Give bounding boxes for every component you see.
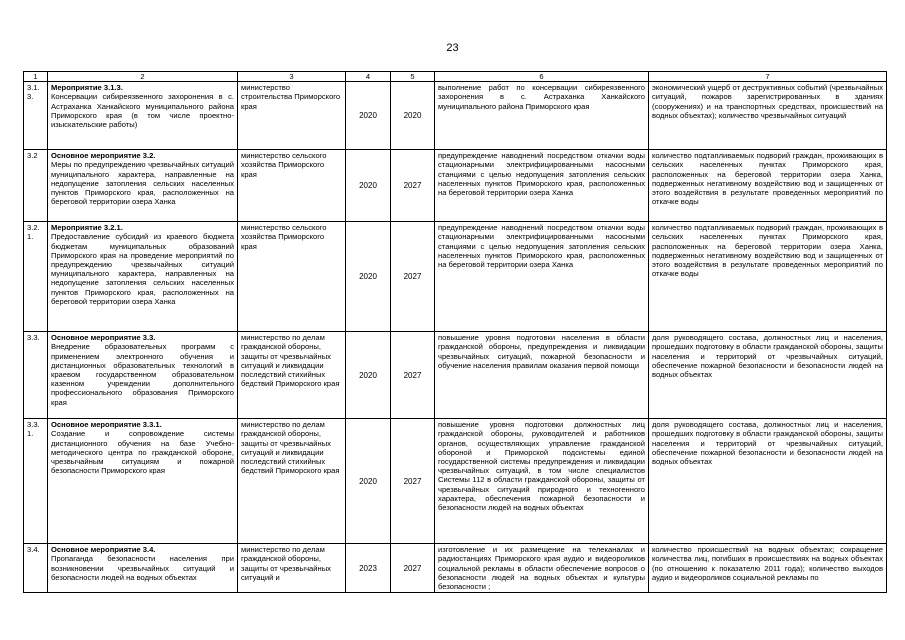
start-year: 2020 (346, 150, 391, 222)
indicator-cell: количество подтапливаемых подворий граждан, проживающих в сельских населенных пунктах Приморского края, расположенных на береговой территории озера Ханка, подверженных негативному воздействию вод и защищенных от этого воздействия в результате проведенных мероприятий по откачке воды (649, 150, 887, 222)
measure-cell (48, 82, 238, 150)
end-year: 2027 (391, 222, 435, 332)
table-row (24, 332, 887, 419)
result-cell: повышение уровня подготовки должностных лиц гражданской обороны, руководителей и работников органов, осуществляющих управление гражданской обороной и Приморской подсистемы единой государственной системы предупреждения и ликвидации чрезвычайных ситуаций, в том числе специалистов Системы 112 в области гражданской обороны, защиты от чрезвычайных ситуаций природного и техногенного характера, обеспечения пожарной безопасности и безопасности людей на водных объектах (435, 419, 649, 544)
executor-cell: министерство строительства Приморского края (238, 82, 346, 150)
measure-cell (48, 419, 238, 544)
row-number-text: 3.2. 1. (27, 223, 40, 242)
header-cell: 5 (391, 72, 435, 82)
end-year: 2020 (391, 82, 435, 150)
indicator-cell: экономический ущерб от деструктивных событий (чрезвычайных ситуаций, пожаров зарегистрированных в зданиях (сооружениях) и на транспортных средствах, происшествий на водных объектах); количество чрезвычайных ситуаций (649, 82, 887, 150)
measure-title: Основное мероприятие 3.3. (51, 333, 156, 343)
measure-title: Мероприятие 3.1.3. (51, 83, 123, 93)
end-year: 2027 (391, 332, 435, 419)
indicator-cell: доля руководящего состава, должностных лиц и населения, прошедших подготовку в области гражданской обороны, защиты населения и территорий от чрезвычайных ситуаций, обеспечение пожарной безопасности и безопасности людей на водных объектах (649, 332, 887, 419)
measure-title: Мероприятие 3.2.1. (51, 223, 123, 233)
result-cell: повышение уровня подготовки населения в области гражданской обороны, предупреждения и ликвидации чрезвычайных ситуаций, пожарной безопасности и обучение населения правилам оказания первой помощи (435, 332, 649, 419)
header-cell: 3 (238, 72, 346, 82)
start-year: 2023 (346, 544, 391, 593)
header-cell: 1 (24, 72, 48, 82)
measure-description: Пропаганда безопасности населения при возникновении чрезвычайных ситуаций и безопасности людей на водных объектах (51, 554, 234, 582)
indicator-cell: количество происшествий на водных объектах; сокращение количества лиц, погибших в происшествиях на водных объектах (по отношению к показателю 2011 года); количество выходов аудио и видеороликов социальной рекламы по (649, 544, 887, 593)
measure-title: Основное мероприятие 3.4. (51, 545, 156, 555)
header-cell: 4 (346, 72, 391, 82)
row-number (24, 332, 48, 419)
row-number (24, 544, 48, 593)
end-year: 2027 (391, 544, 435, 593)
row-number-text: 3.2 (27, 151, 38, 161)
indicator-cell: количество подтапливаемых подворий граждан, проживающих в сельских населенных пунктах Приморского края, расположенных на береговой территории озера Ханка, подверженных негативному воздействию вод и защищенных от этого воздействия в результате проведенных мероприятий по откачке воды (649, 222, 887, 332)
measure-cell (48, 544, 238, 593)
measure-cell (48, 332, 238, 419)
start-year: 2020 (346, 222, 391, 332)
measure-description: Предоставление субсидий из краевого бюджета бюджетам муниципальных образований Приморского края на проведение мероприятий по предупреждению чрезвычайных ситуаций муниципального характера, направленных на недопущение затопления сельских населенных пунктов Приморского края, расположенных на береговой территории озера Ханка (51, 232, 234, 306)
header-cell: 2 (48, 72, 238, 82)
result-cell: предупреждение наводнений посредством откачки воды стационарными электрифицированными насосными станциями с целью недопущения затопления сельских населенных пунктов Приморского края, расположенных на береговой территории озера Ханка (435, 150, 649, 222)
start-year: 2020 (346, 82, 391, 150)
header-row (24, 72, 887, 82)
row-number (24, 222, 48, 332)
table-row (24, 544, 887, 593)
table-row (24, 222, 887, 332)
measure-cell (48, 150, 238, 222)
end-year: 2027 (391, 419, 435, 544)
executor-cell: министерство по делам гражданской обороны, защиты от чрезвычайных ситуаций и (238, 544, 346, 593)
measure-title: Основное мероприятие 3.2. (51, 151, 156, 161)
program-table (23, 71, 887, 593)
executor-cell: министерство сельского хозяйства Приморского края (238, 222, 346, 332)
table-row (24, 419, 887, 544)
executor-cell: министерство по делам гражданской обороны, защиты от чрезвычайных ситуаций и ликвидации последствий стихийных бедствий Приморского края (238, 419, 346, 544)
row-number-text: 3.3. 1. (27, 420, 40, 439)
start-year: 2020 (346, 419, 391, 544)
page-number: 23 (446, 42, 459, 54)
row-number-text: 3.4. (27, 545, 40, 555)
row-number (24, 419, 48, 544)
executor-cell: министерство сельского хозяйства Приморского края (238, 150, 346, 222)
result-cell: выполнение работ по консервации сибиреязвенного захоронения в с. Астраханка Ханкайского муниципального района Приморского края (435, 82, 649, 150)
row-number-text: 3.1. 3. (27, 83, 40, 102)
result-cell: изготовление и их размещение на телеканалах и радиостанциях Приморского края аудио и видеороликов социальной рекламы в области обеспечение вопросов о безопасности людей на водных объектах и культуры безопасности ; (435, 544, 649, 593)
measure-description: Создание и сопровождение системы дистанционного обучения на базе Учебно-методического центра по гражданской обороне, чрезвычайным ситуациям и пожарной безопасности Приморского края (51, 429, 234, 476)
header-cell: 7 (649, 72, 887, 82)
table-row (24, 82, 887, 150)
measure-description: Консервации сибиреязвенного захоронения в с. Астраханка Ханкайского муниципального района Приморского края (в том числе проектно-изыскательские работы) (51, 92, 234, 130)
executor-cell: министерство по делам гражданской обороны, защиты от чрезвычайных ситуаций и ликвидации последствий стихийных бедствий Приморского края (238, 332, 346, 419)
measure-title: Основное мероприятие 3.3.1. (51, 420, 162, 430)
header-cell: 6 (435, 72, 649, 82)
row-number (24, 150, 48, 222)
table-row (24, 150, 887, 222)
measure-description: Внедрение образовательных программ с применением электронного обучения и дистанционных образовательных технологий в краевом государственном образовательном казенном учреждении дополнительного профессионального образования Приморского края (51, 342, 234, 407)
start-year: 2020 (346, 332, 391, 419)
measure-description: Меры по предупреждению чрезвычайных ситуаций муниципального характера, направленные на недопущение затопления сельских населенных пунктов Приморского края, расположенных на береговой территории озера Ханка (51, 160, 234, 207)
measure-cell (48, 222, 238, 332)
end-year: 2027 (391, 150, 435, 222)
result-cell: предупреждение наводнений посредством откачки воды стационарными электрифицированными насосными станциями с целью недопущения затопления сельских населенных пунктов Приморского края, расположенных на береговой территории озера Ханка (435, 222, 649, 332)
row-number-text: 3.3. (27, 333, 40, 343)
indicator-cell: доля руководящего состава, должностных лиц и населения, прошедших подготовку в области гражданской обороны, защиты населения и территорий от чрезвычайных ситуаций, обеспечение пожарной безопасности и безопасности людей на водных объектах (649, 419, 887, 544)
row-number (24, 82, 48, 150)
